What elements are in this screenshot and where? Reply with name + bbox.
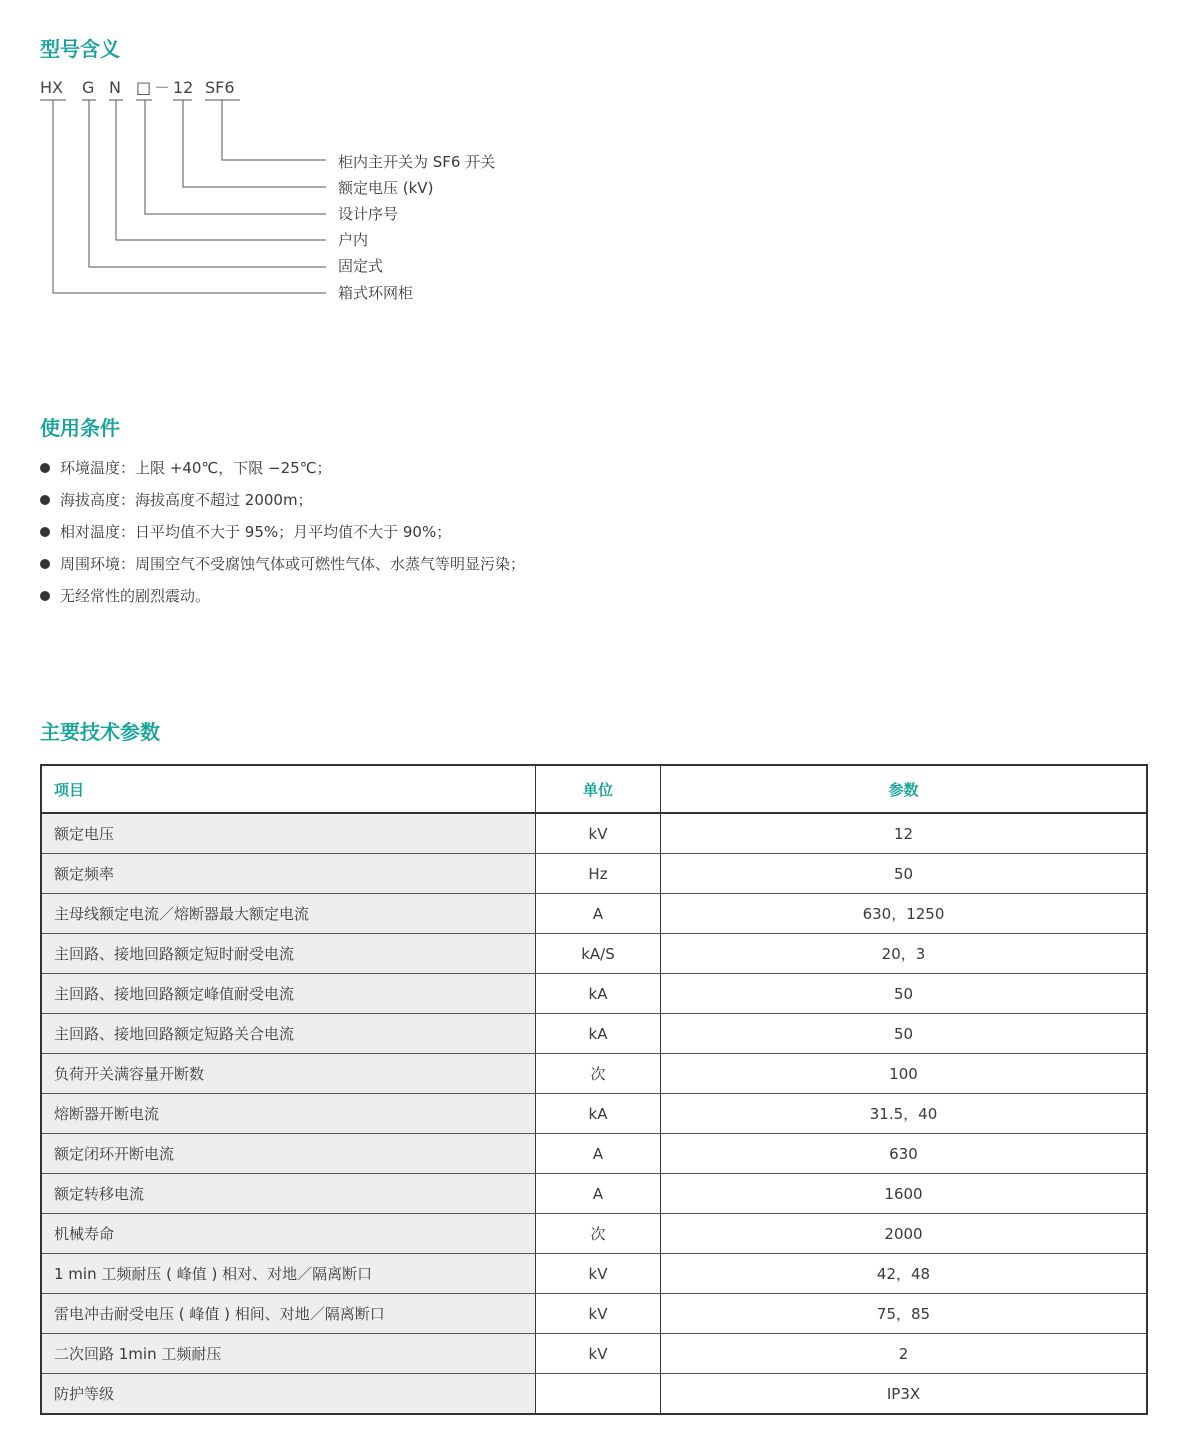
cell-value: 75，85 bbox=[661, 1294, 1148, 1334]
cell-value: 42，48 bbox=[661, 1254, 1148, 1294]
cell-unit: kA/S bbox=[536, 934, 661, 974]
label-ring-main-unit: 箱式环网柜 bbox=[338, 284, 414, 302]
cell-value: 1600 bbox=[661, 1174, 1148, 1214]
cell-unit bbox=[536, 1374, 661, 1415]
cell-value: 31.5，40 bbox=[661, 1094, 1148, 1134]
table-row bbox=[41, 1214, 1147, 1254]
table-row bbox=[41, 1014, 1147, 1054]
cell-unit: A bbox=[536, 1174, 661, 1214]
cell-unit: A bbox=[536, 1134, 661, 1174]
list-item bbox=[40, 456, 525, 488]
bullet-icon bbox=[40, 527, 50, 537]
cell-value: 50 bbox=[661, 854, 1148, 894]
table-row bbox=[41, 1334, 1147, 1374]
cell-value: IP3X bbox=[886, 1384, 921, 1403]
cell-unit: kA bbox=[536, 1094, 661, 1134]
cell-item: 主回路、接地回路额定短路关合电流 bbox=[41, 1014, 536, 1054]
cell-item: 熔断器开断电流 bbox=[41, 1094, 536, 1134]
table-row bbox=[41, 1374, 1147, 1415]
label-sf6-switch: 柜内主开关为 SF6 开关 bbox=[338, 153, 496, 171]
cell-unit: kV bbox=[536, 1254, 661, 1294]
table-row bbox=[41, 1294, 1147, 1334]
table-header-row bbox=[41, 765, 1147, 813]
cell-value: 630，1250 bbox=[661, 894, 1148, 934]
table-row bbox=[41, 974, 1147, 1014]
cell-value: 100 bbox=[661, 1054, 1148, 1094]
cell-item: 雷电冲击耐受电压 ( 峰值 ) 相间、对地／隔离断口 bbox=[41, 1294, 536, 1334]
condition-text: 无经常性的剧烈震动。 bbox=[60, 587, 211, 605]
cell-item: 主回路、接地回路额定短时耐受电流 bbox=[41, 934, 536, 974]
label-fixed-type: 固定式 bbox=[338, 257, 384, 275]
table-row bbox=[41, 1174, 1147, 1214]
code-part-n: N bbox=[109, 78, 121, 97]
table-row bbox=[41, 1094, 1147, 1134]
cell-unit: kA bbox=[536, 974, 661, 1014]
condition-text: 周围环境：周围空气不受腐蚀气体或可燃性气体、水蒸气等明显污染； bbox=[60, 555, 526, 573]
header-item: 项目 bbox=[41, 765, 536, 813]
cell-unit: kV bbox=[536, 813, 661, 854]
cell-item: 额定电压 bbox=[41, 813, 536, 854]
bullet-icon bbox=[40, 591, 50, 601]
cell-item: 机械寿命 bbox=[41, 1214, 536, 1254]
list-item bbox=[40, 488, 525, 520]
condition-text: 海拔高度：海拔高度不超过 2000m； bbox=[60, 491, 313, 509]
cell-item: 负荷开关满容量开断数 bbox=[41, 1054, 536, 1094]
cell-value: 20，3 bbox=[661, 934, 1148, 974]
table-row bbox=[41, 813, 1147, 854]
model-section-title: 型号含义 bbox=[40, 37, 120, 61]
bullet-icon bbox=[40, 463, 50, 473]
list-item bbox=[40, 552, 525, 584]
cell-value: 50 bbox=[661, 974, 1148, 1014]
table-row bbox=[41, 1134, 1147, 1174]
cell-item: 额定闭环开断电流 bbox=[41, 1134, 536, 1174]
table-row bbox=[41, 1254, 1147, 1294]
cell-unit: A bbox=[536, 894, 661, 934]
params-table bbox=[40, 764, 1148, 1415]
cell-unit: 次 bbox=[536, 1214, 661, 1254]
cell-item: 防护等级 bbox=[41, 1374, 536, 1415]
bullet-icon bbox=[40, 559, 50, 569]
table-row bbox=[41, 894, 1147, 934]
code-part-voltage: 12 bbox=[173, 78, 194, 97]
cell-value: 12 bbox=[661, 813, 1148, 854]
header-value: 参数 bbox=[661, 765, 1148, 813]
params-section-title: 主要技术参数 bbox=[40, 720, 160, 744]
list-item bbox=[40, 520, 525, 552]
label-design-serial: 设计序号 bbox=[338, 205, 399, 223]
cell-unit: 次 bbox=[536, 1054, 661, 1094]
code-part-serial: □ bbox=[136, 78, 152, 97]
cell-value: 50 bbox=[661, 1014, 1148, 1054]
cell-unit: kV bbox=[536, 1294, 661, 1334]
cell-item: 主回路、接地回路额定峰值耐受电流 bbox=[41, 974, 536, 1014]
model-connector-lines bbox=[0, 0, 1200, 320]
header-unit: 单位 bbox=[536, 765, 661, 813]
label-indoor: 户内 bbox=[338, 231, 369, 249]
cell-item: 主母线额定电流／熔断器最大额定电流 bbox=[41, 894, 536, 934]
cell-item: 1 min 工频耐压 ( 峰值 ) 相对、对地／隔离断口 bbox=[41, 1254, 536, 1294]
cell-unit: kV bbox=[536, 1334, 661, 1374]
cell-item: 二次回路 1min 工频耐压 bbox=[41, 1334, 536, 1374]
cell-unit: Hz bbox=[536, 854, 661, 894]
table-row bbox=[41, 854, 1147, 894]
code-part-g: G bbox=[82, 78, 95, 97]
bullet-icon bbox=[40, 495, 50, 505]
cell-value: 2 bbox=[661, 1334, 1148, 1374]
conditions-section-title: 使用条件 bbox=[40, 416, 120, 440]
cell-item: 额定转移电流 bbox=[41, 1174, 536, 1214]
table-row bbox=[41, 1054, 1147, 1094]
cell-value: 630 bbox=[661, 1134, 1148, 1174]
conditions-list bbox=[40, 456, 525, 616]
label-rated-voltage: 额定电压 (kV) bbox=[338, 179, 434, 197]
condition-text: 环境温度：上限 +40℃，下限 −25℃； bbox=[60, 459, 332, 477]
code-part-hx: HX bbox=[40, 78, 63, 97]
cell-value: 2000 bbox=[661, 1214, 1148, 1254]
condition-text: 相对温度：日平均值不大于 95%；月平均值不大于 90%； bbox=[60, 523, 452, 541]
table-row bbox=[41, 934, 1147, 974]
cell-item: 额定频率 bbox=[41, 854, 536, 894]
code-part-dash: － bbox=[154, 78, 171, 97]
code-part-sf6: SF6 bbox=[205, 78, 235, 97]
list-item bbox=[40, 584, 525, 616]
cell-unit: kA bbox=[536, 1014, 661, 1054]
